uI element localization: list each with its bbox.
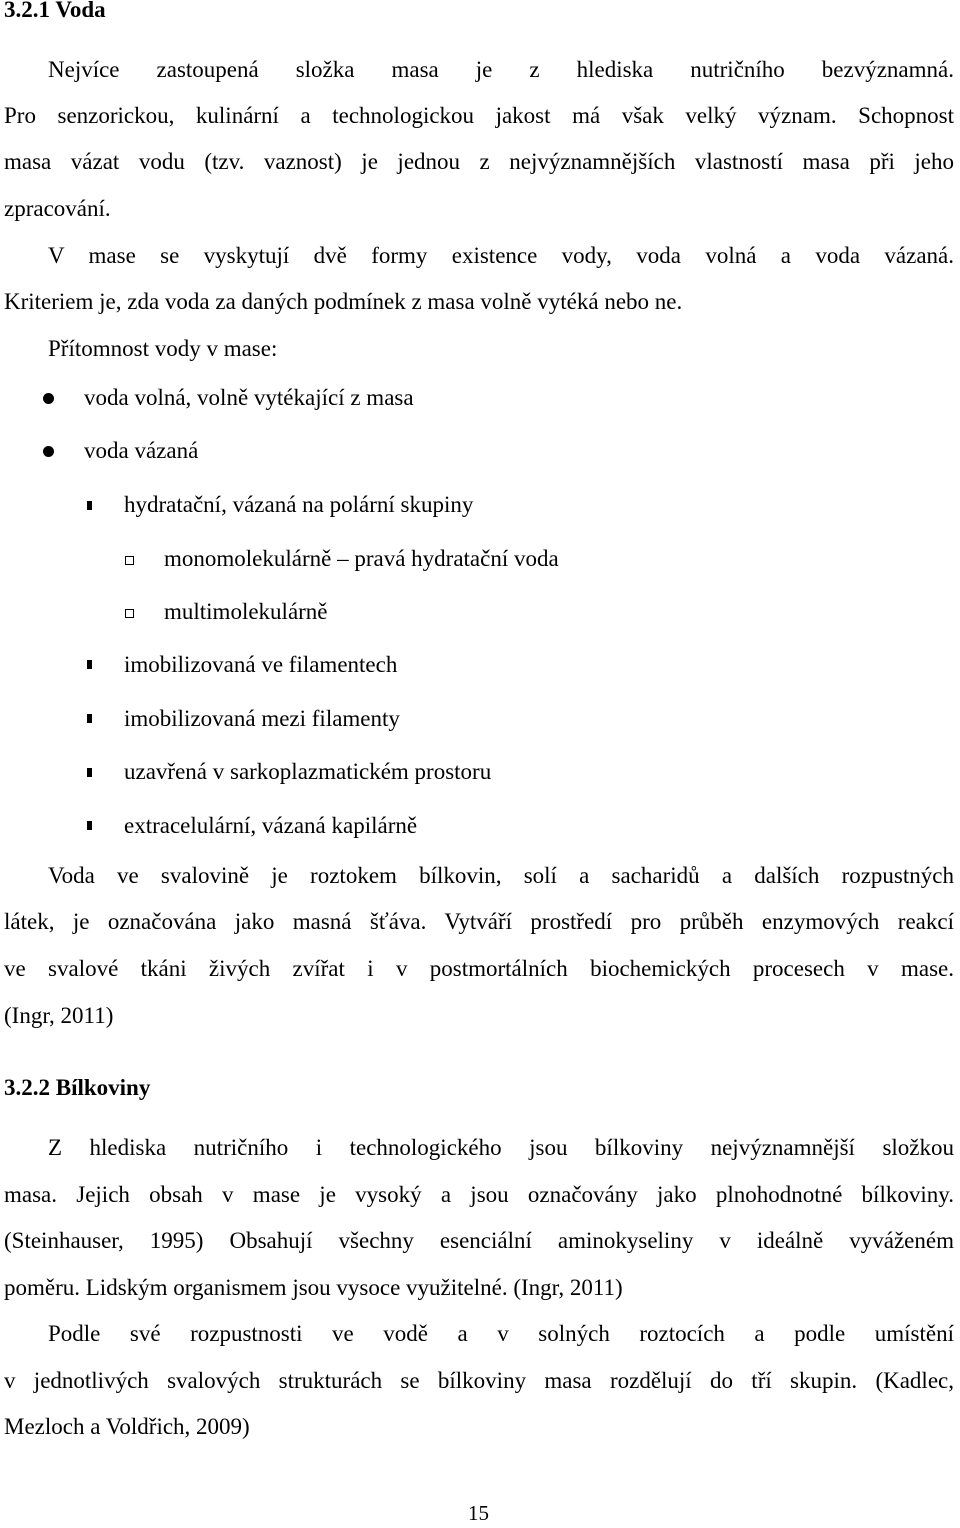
bullet-square-icon [87,714,92,723]
section-heading: 3.2.2 Bílkoviny [4,1075,151,1100]
paragraph-line: Nejvíce zastoupená složka masa je z hlediska nutričního bezvýznamná. [48,57,954,82]
paragraph-line: Voda ve svalovině je roztokem bílkovin, solí a sacharidů a dalších rozpustných [48,863,954,888]
paragraph-line: Z hlediska nutričního i technologického jsou bílkoviny nejvýznamnější složkou [48,1135,954,1160]
bullet-square-icon [87,768,92,777]
citation: (Ingr, 2011) [4,1003,114,1028]
list-item: monomolekulárně – pravá hydratační voda [164,546,559,571]
paragraph-line: Podle své rozpustnosti ve vodě a v solných roztocích a podle umístění [48,1321,954,1346]
paragraph-line: masa vázat vodu (tzv. vaznost) je jednou z nejvýznamnějších vlastností masa při jeho [4,149,954,174]
paragraph-line: masa. Jejich obsah v mase je vysoký a jsou označovány jako plnohodnotné bílkoviny. [4,1182,954,1207]
paragraph-line: Mezloch a Voldřich, 2009) [4,1414,250,1439]
bullet-hollow-square-icon [125,556,134,565]
bullet-dot-icon [43,393,54,404]
bullet-dot-icon [43,446,54,457]
list-item: hydratační, vázaná na polární skupiny [124,492,474,517]
list-item: imobilizovaná ve filamentech [124,652,398,677]
paragraph-line: ve svalové tkáni živých zvířat i v postmortálních biochemických procesech v mase. [4,956,954,981]
list-item: imobilizovaná mezi filamenty [124,706,400,731]
bullet-square-icon [87,821,92,830]
paragraph-line: Kriteriem je, zda voda za daných podmínek z masa volně vytéká nebo ne. [4,289,683,314]
list-item: voda volná, volně vytékající z masa [84,385,414,410]
list-item: multimolekulárně [164,599,328,624]
paragraph-line: látek, je označována jako masná šťáva. Vytváří prostředí pro průběh enzymových reakcí [4,909,954,934]
list-item: uzavřená v sarkoplazmatickém prostoru [124,759,492,784]
list-intro: Přítomnost vody v mase: [48,336,278,361]
paragraph-line: poměru. Lidským organismem jsou vysoce využitelné. (Ingr, 2011) [4,1275,623,1300]
bullet-hollow-square-icon [125,609,134,618]
paragraph-line: Pro senzorickou, kulinární a technologickou jakost má však velký význam. Schopnost [4,103,954,128]
bullet-square-icon [87,501,92,510]
paragraph-line: zpracování. [4,196,111,221]
page-number: 15 [468,1501,489,1525]
list-item: voda vázaná [84,438,199,463]
paragraph-line: V mase se vyskytují dvě formy existence vody, voda volná a voda vázaná. [48,243,954,268]
bullet-square-icon [87,660,92,669]
section-heading: 3.2.1 Voda [4,0,106,22]
list-item: extracelulární, vázaná kapilárně [124,813,418,838]
paragraph-line: v jednotlivých svalových strukturách se bílkoviny masa rozdělují do tří skupin. (Kadlec, [4,1368,954,1393]
paragraph-line: (Steinhauser, 1995) Obsahují všechny esenciální aminokyseliny v ideálně vyváženém [4,1228,954,1253]
